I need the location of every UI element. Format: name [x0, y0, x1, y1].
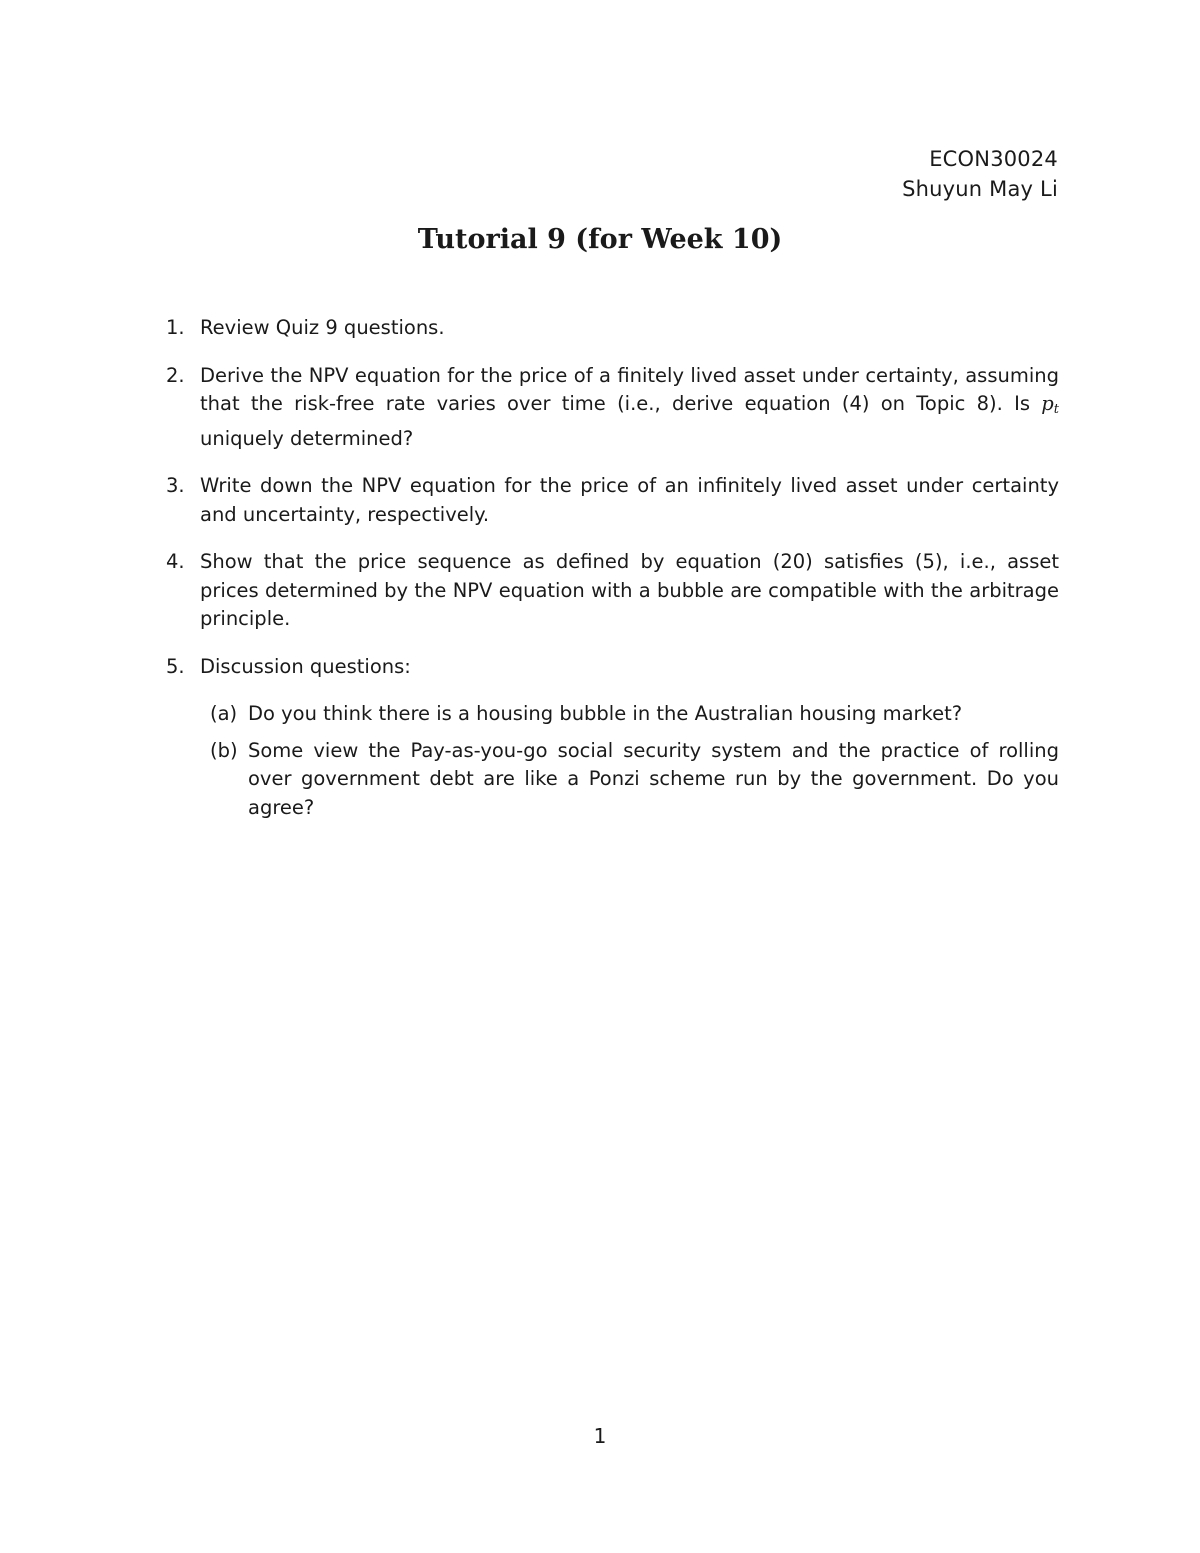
- author-name: Shuyun May Li: [902, 177, 1058, 201]
- question-number: 3.: [166, 474, 185, 497]
- course-code: ECON30024: [929, 147, 1058, 171]
- subquestion-text: Do you think there is a housing bubble in the Australian housing market?: [248, 702, 963, 725]
- question-1: [166, 314, 1059, 343]
- question-text-part-1: Derive the NPV equation for the price of a finitely lived asset under certainty, assuming that the risk-free rate varies over time (i.e., derive equation (4) on Topic 8). Is: [200, 363, 1059, 415]
- subquestion-b: [200, 737, 1059, 823]
- subquestion-a: [200, 700, 1059, 729]
- question-5: [166, 653, 1059, 823]
- question-number: 5.: [166, 654, 185, 678]
- price-variable: [1041, 392, 1059, 415]
- question-text: Write down the NPV equation for the price of an infinitely lived asset under certainty and uncertainty, respectively.: [200, 474, 1059, 526]
- question-number: 4.: [166, 550, 185, 573]
- question-list: [166, 314, 1059, 841]
- subquestion-label: (b): [210, 738, 238, 762]
- subquestion-list: [200, 700, 1059, 822]
- question-3: [166, 472, 1059, 529]
- subquestion-text: Some view the Pay-as-you-go social security system and the practice of rolling over government debt are like a Ponzi scheme run by the government. Do you agree?: [248, 738, 1059, 819]
- question-2: [166, 362, 1059, 454]
- question-number: 2.: [166, 363, 185, 387]
- question-number: 1.: [166, 316, 185, 339]
- question-text: Show that the price sequence as defined by equation (20) satisfies (5), i.e., asset prices determined by the NPV equation with a bubble are compatible with the arbitrage principle.: [200, 550, 1059, 630]
- price-variable-base: p: [1041, 392, 1054, 415]
- question-4: [166, 548, 1059, 634]
- question-text: Discussion questions:: [200, 654, 411, 678]
- question-text: Review Quiz 9 questions.: [200, 316, 445, 339]
- subquestion-label: (a): [210, 702, 238, 725]
- document-header: [902, 144, 1058, 204]
- page-number: 1: [593, 1424, 607, 1448]
- question-text-part-2: uniquely determined?: [200, 426, 414, 450]
- price-variable-subscript: t: [1053, 402, 1059, 417]
- page-title: Tutorial 9 (for Week 10): [417, 224, 783, 255]
